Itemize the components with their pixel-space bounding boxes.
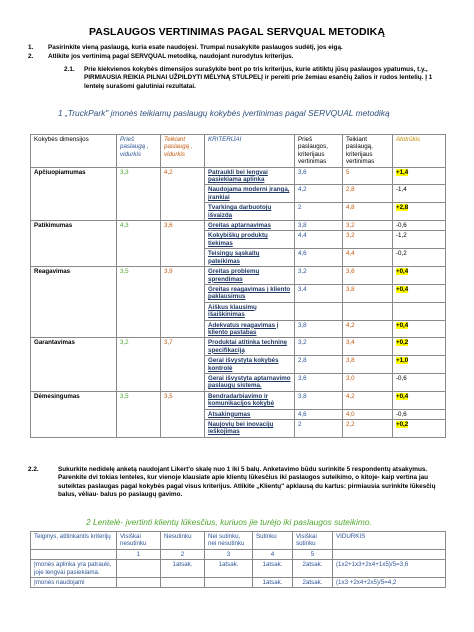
scale-cell: 2 (161, 549, 205, 559)
table-1-caption: 1 „TruckPark" įmonės teikiamų paslaugų kokybės įvertinimas pagal SERVQUAL metodiką (58, 108, 390, 118)
header-during-avg: Teikiant paslaugą , vidurkis (161, 135, 205, 168)
scale-row (31, 549, 446, 559)
instruction-text: Sukurkite nedidelę anketą naudojant Likert'o skalę nuo 1 iki 5 balų. Anketavimo būdu surinkite 5 respondentų atsakymus. Parenkite dvi tokias lenteles, kur vienoje klausiate apie klientų lūkesčius iki paslaugos suteikimo, o kitoje- kaip vertina jau suteiktas paslaugas pagal kokybės pagal visus kriterijus. Atlikite „Klientų" apklausą du kartus: pirmiausia surinkite lūkesčių balus, vėliau- balus po paslaugų gavimo. (58, 466, 436, 499)
gap-value: +1,4 (396, 168, 409, 176)
servqual-table (30, 134, 446, 438)
header-before-score: Prieš paslaugos, kriterijaus vertinimas (295, 135, 343, 168)
scale-cell (333, 549, 446, 559)
before-score-cell: 3,8 (295, 391, 343, 409)
criterion-cell: Naujovių bei inovacijų ieškojimas (205, 420, 295, 438)
during-score-cell: 4,0 (343, 409, 393, 419)
during-score-cell: 3,8 (343, 284, 393, 302)
table-cell: 2atsak. (293, 578, 333, 588)
during-score-cell: 3,0 (343, 373, 393, 391)
header-cell: VIDURKIS (333, 532, 446, 550)
scale-cell (31, 549, 117, 559)
criterion-cell: Patraukli bei lengvai pasiekiama aplinka (205, 167, 295, 185)
during-score-cell: 4,2 (343, 391, 393, 409)
instruction-number: 2.2. (28, 466, 39, 473)
gap-value: +0,4 (396, 321, 409, 329)
before-score-cell: 4,4 (295, 231, 343, 249)
before-avg-cell: 3,3 (117, 167, 161, 220)
before-score-cell: 3,2 (295, 338, 343, 356)
scale-cell: 4 (253, 549, 293, 559)
table-row (31, 391, 446, 409)
criterion-cell: Gerai išvystyta kokybės kontrolė (205, 356, 295, 374)
header-dimension: Kokybės dimensijos (31, 135, 117, 168)
before-score-cell: 4,2 (295, 185, 343, 203)
during-avg-cell: 3,9 (161, 267, 205, 338)
table-cell: (1x2+1x3+2x4+1x5)/5=3,6 (333, 560, 446, 578)
instruction-number: 2. (28, 53, 34, 60)
criterion-cell: Aiškus klausimų išaiškinimas (205, 302, 295, 320)
gap-cell (393, 185, 446, 203)
during-score-cell: 3,2 (343, 221, 393, 231)
during-score-cell: 4,4 (343, 249, 393, 267)
before-score-cell: 4,6 (295, 409, 343, 419)
gap-value: +0,4 (396, 285, 409, 293)
criterion-cell: Produktai atitinka techninę specifikaciją (205, 338, 295, 356)
header-cell: Visiškai sutinku (293, 532, 333, 550)
gap-cell (393, 221, 446, 231)
gap-value: +2,8 (396, 204, 409, 212)
header-during-score: Teikiant paslaugą, kriterijaus vertinimas (343, 135, 393, 168)
gap-value: +0,2 (396, 339, 409, 347)
before-score-cell: 2 (295, 203, 343, 221)
criterion-cell: Adekvatus reagavimas į kliento pastabas (205, 320, 295, 338)
during-score-cell: 4,8 (343, 203, 393, 221)
sub-instruction-text: Prie kiekvienos kokybės dimensijos surašykite bent po tris kriterijus, kurie atitiktų jūsų paslaugos ypatumus, t.y., PIRMIAUSIA REIKIA PILNAI UŽPILDYTI MĖLYNĄ STULPELĮ ir pereiti prie žemiau esančių žalios ir rudos lentelių. Į 1 lentelę surašomi galutiniai rezultatai. (84, 66, 433, 90)
during-score-cell (343, 302, 393, 320)
criterion-cell: Gerai išvystyta aptarnavimo paslaugų sistema. (205, 373, 295, 391)
gap-cell (393, 267, 446, 285)
header-cell: Nesutinku (161, 532, 205, 550)
before-score-cell: 3,6 (295, 373, 343, 391)
during-avg-cell: 4,2 (161, 167, 205, 220)
table-row (31, 560, 446, 578)
gap-cell (393, 284, 446, 302)
table-row (31, 167, 446, 185)
table-row (31, 578, 446, 588)
instruction-text: Pasirinkite vieną paslaugą, kuria esate naudojęsi. Trumpai nusakykite paslaugos sudėtį, jos eigą. (48, 44, 343, 51)
gap-cell (393, 167, 446, 185)
before-avg-cell: 4,3 (117, 221, 161, 267)
instruction-text: Atlikite jos vertinimą pagal SERVQUAL metodiką, naudojant nurodytus kriterijus. (48, 53, 294, 60)
table-header-row (31, 135, 446, 168)
criterion-cell: Atsakingumas (205, 409, 295, 419)
before-avg-cell: 3,5 (117, 267, 161, 338)
gap-value: -0,2 (396, 250, 407, 258)
criterion-cell: Teisingų sąskaitų pateikimas (205, 249, 295, 267)
dimension-cell: Reagavimas (31, 267, 117, 338)
dimension-cell: Apčiuopiamumas (31, 167, 117, 220)
table-cell: (1x3 +2x4+2x5)/5=4,2 (333, 578, 446, 588)
scale-cell: 3 (205, 549, 253, 559)
during-score-cell: 2,8 (343, 185, 393, 203)
criterion-cell: Greitas reagavimas į kliento paklausimus (205, 284, 295, 302)
criterion-cell: Bendradarbiavimo ir komunikacijos kokybė (205, 391, 295, 409)
scale-cell: 5 (293, 549, 333, 559)
during-score-cell: 3,6 (343, 267, 393, 285)
before-score-cell: 3,8 (295, 320, 343, 338)
table-cell: 2atsak. (293, 560, 333, 578)
before-score-cell (295, 302, 343, 320)
during-avg-cell: 3,6 (161, 221, 205, 267)
expectations-table (30, 531, 446, 588)
table-cell (161, 578, 205, 588)
table-cell: Įmonės naudojami (31, 578, 117, 588)
table-row (31, 221, 446, 231)
before-score-cell: 2,8 (295, 356, 343, 374)
criterion-cell: Greitas problemų sprendimas (205, 267, 295, 285)
header-before-avg: Prieš paslaugą , vidurkis (117, 135, 161, 168)
gap-value: -0,6 (396, 410, 407, 418)
gap-value: -1,2 (396, 232, 407, 240)
table-cell: 1atsak. (253, 578, 293, 588)
gap-cell (393, 231, 446, 249)
table-cell: 1atsak. (253, 560, 293, 578)
header-criteria: KRITERIJAI (205, 135, 295, 168)
table-row (31, 338, 446, 356)
dimension-cell: Patikimumas (31, 221, 117, 267)
during-score-cell: 3,2 (343, 231, 393, 249)
gap-value: -0,6 (396, 222, 407, 230)
criterion-cell: Naudojama moderni įranga, įrankiai (205, 185, 295, 203)
during-score-cell: 4,2 (343, 320, 393, 338)
table-cell: 1atsak. (205, 560, 253, 578)
table-cell (117, 578, 161, 588)
gap-cell (393, 409, 446, 419)
gap-value: +0,4 (396, 392, 409, 400)
gap-cell (393, 373, 446, 391)
gap-value: -1,4 (396, 186, 407, 194)
criterion-cell: Kokybiškų produktų tiekimas (205, 231, 295, 249)
gap-value: +1,0 (396, 357, 409, 365)
during-score-cell: 5 (343, 167, 393, 185)
table-cell: 1atsak. (161, 560, 205, 578)
during-score-cell: 3,8 (343, 356, 393, 374)
gap-cell (393, 338, 446, 356)
gap-cell (393, 302, 446, 320)
sub-instruction-number: 2.1. (64, 66, 75, 73)
table-cell (205, 578, 253, 588)
during-score-cell: 3,4 (343, 338, 393, 356)
before-score-cell: 3,4 (295, 284, 343, 302)
table-cell: Įmonės aplinka yra patrauki, joje lengvai pasiekiama. (31, 560, 117, 578)
during-avg-cell: 3,7 (161, 338, 205, 391)
instruction-number: 1. (28, 44, 34, 51)
header-gap: Atotrūkis (393, 135, 446, 168)
header-cell: Nei sutinku, nei nesutinku (205, 532, 253, 550)
gap-cell (393, 356, 446, 374)
during-avg-cell: 3,5 (161, 391, 205, 437)
during-score-cell: 2,2 (343, 420, 393, 438)
page-title: PASLAUGOS VERTINIMAS PAGAL SERVQUAL METODIKĄ (88, 26, 386, 38)
gap-cell (393, 249, 446, 267)
before-score-cell: 2 (295, 420, 343, 438)
table-header-row (31, 532, 446, 550)
header-cell: Visiškai nesutinku (117, 532, 161, 550)
before-score-cell: 3,2 (295, 267, 343, 285)
gap-cell (393, 391, 446, 409)
before-score-cell: 4,6 (295, 249, 343, 267)
dimension-cell: Garantavimas (31, 338, 117, 391)
gap-cell (393, 203, 446, 221)
table-cell (117, 560, 161, 578)
before-score-cell: 3,6 (295, 167, 343, 185)
before-avg-cell: 3,2 (117, 338, 161, 391)
header-cell: Teiginys, atitinkantis kriterijų (31, 532, 117, 550)
dimension-cell: Dėmesingumas (31, 391, 117, 437)
before-score-cell: 3,8 (295, 221, 343, 231)
gap-value: +0,4 (396, 268, 409, 276)
scale-cell: 1 (117, 549, 161, 559)
gap-value: -0,6 (396, 374, 407, 382)
gap-cell (393, 420, 446, 438)
gap-cell (393, 320, 446, 338)
table-2-caption: 2 Lentelė- įvertinti klientų lūkesčius, kuriuos jie turėjo iki paslaugos suteikimo. (86, 517, 372, 527)
criterion-cell: Tvarkinga darbuotojų išvaizda (205, 203, 295, 221)
before-avg-cell: 3,5 (117, 391, 161, 437)
table-row (31, 267, 446, 285)
criterion-cell: Greitas aptarnavimas (205, 221, 295, 231)
header-cell: Sutinku (253, 532, 293, 550)
gap-value: +0,2 (396, 421, 409, 428)
